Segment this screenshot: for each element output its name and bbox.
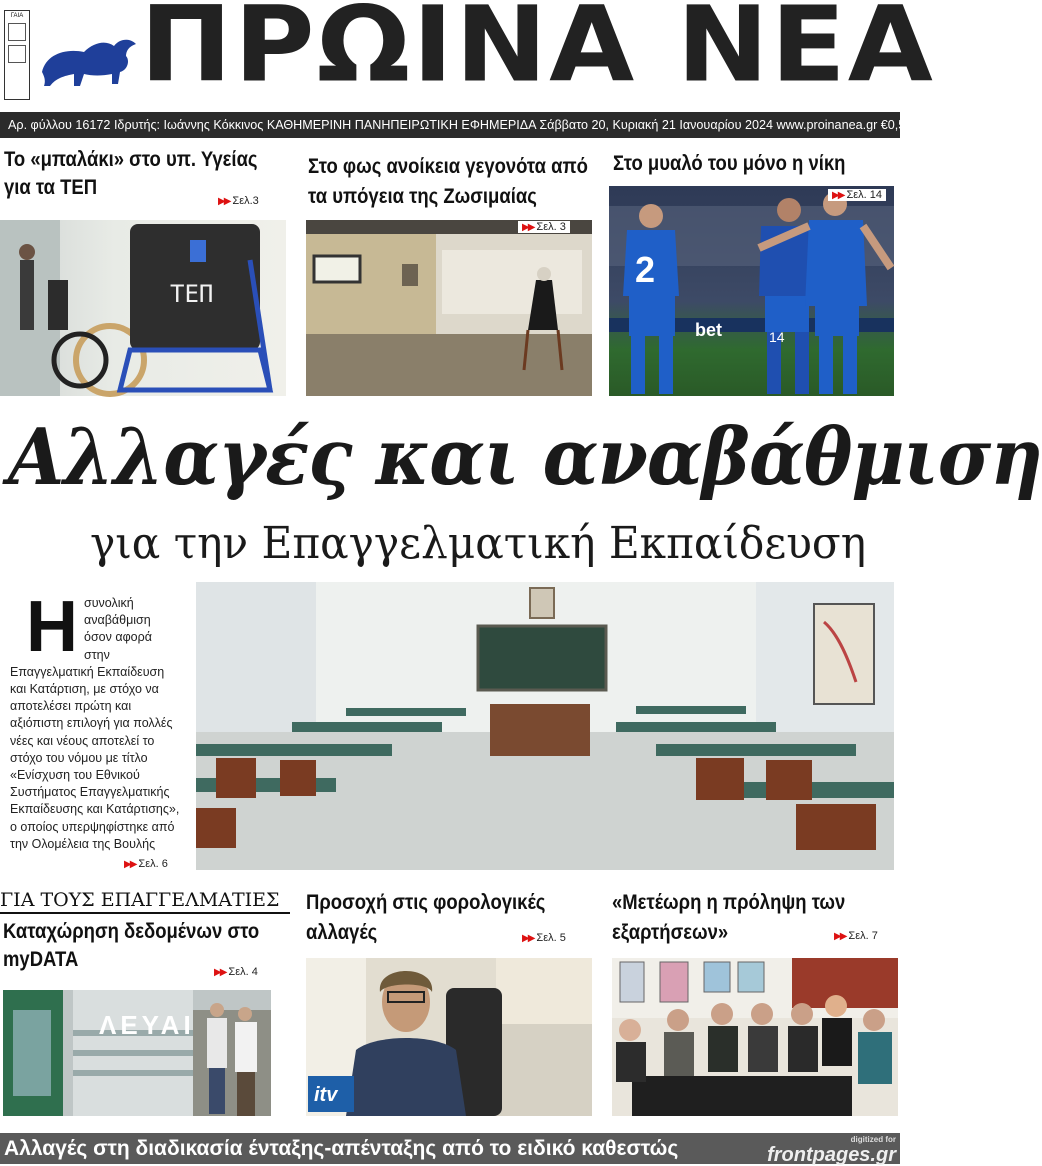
bottom-headline[interactable]: Αλλαγές στη διαδικασία ένταξης-απένταξης από το ειδικό καθεστώς: [4, 1137, 679, 1160]
masthead: [0, 0, 935, 110]
top-story-3[interactable]: [613, 150, 898, 178]
dropcap: Η: [26, 587, 78, 667]
photo-text: ΤΕΠ: [170, 280, 214, 308]
price: €0,50: [880, 118, 913, 132]
top-story-1[interactable]: [4, 146, 284, 202]
founder: Ιδρυτής: Ιωάννης Κόκκινος: [113, 118, 264, 132]
arrow-icon: ▶▶: [522, 933, 534, 944]
football-players-icon: [609, 186, 894, 396]
watermark-small: digitized for: [850, 1135, 896, 1144]
section-kicker: ΓΙΑ ΤΟΥΣ ΕΠΑΓΓΕΛΜΑΤΙΕΣ: [0, 888, 290, 914]
arrow-icon: ▶▶: [218, 196, 230, 207]
arrow-icon: ▶▶: [124, 859, 136, 870]
page-ref: [828, 189, 886, 201]
football-photo: [609, 186, 894, 396]
newspaper-title: ΠΡΩΙΝΑ ΝΕΑ: [140, 0, 935, 106]
page-ref: [214, 966, 258, 978]
page-ref-text: Σελ. 7: [848, 930, 878, 942]
classroom-scene-icon: [196, 582, 894, 870]
seal-label: ΓΑΙΑ: [10, 13, 24, 19]
office-entrance-icon: [3, 990, 271, 1116]
story-title[interactable]: Το «μπαλάκι» στο υπ. Υγείας για τα ΤΕΠ: [4, 148, 258, 199]
page-ref: [218, 195, 259, 207]
arrow-icon: ▶▶: [832, 190, 844, 201]
top-story-2[interactable]: [308, 152, 598, 212]
page-ref: [518, 221, 570, 233]
watermark-brand: frontpages.gr: [767, 1144, 896, 1166]
issue-date: Σάββατο 20, Κυριακή 21 Ιανουαρίου 2024: [539, 118, 773, 132]
issue-info-bar: [0, 112, 913, 138]
basement-scene-icon: [306, 220, 592, 396]
issue-number: Αρ. φύλλου 16172: [8, 118, 111, 132]
story-title[interactable]: Καταχώρηση δεδομένων στο myDATA: [3, 920, 260, 971]
lede-text: συνολική αναβάθμιση όσον αφορά στην Επαγγελματική Εκπαίδευση και Κατάρτιση, με στόχο να αποτελέσει πρώτη και αξιόπιστη επιλογή για πολλές νέες και νέους αποτελεί το στόχο του νόμου με τίτλο «Ενίσχυση του Εθνικού Συστήματος Επαγγελματικής Εκπαίδευσης και Κατάρτισης», ο οποίος υπερψηφίστηκε από την Ολομέλεια της Βουλής: [10, 596, 180, 851]
seal-square-icon: [8, 45, 26, 63]
page-ref: [522, 932, 566, 944]
page-ref-text: Σελ. 5: [536, 932, 566, 944]
main-subhead: για την Επαγγελματική Εκπαίδευση: [90, 518, 867, 569]
meeting-photo: [612, 958, 898, 1116]
basement-photo: [306, 220, 592, 396]
page-ref-text: Σελ. 14: [846, 189, 882, 201]
seal-square-icon: [8, 23, 26, 41]
story-title[interactable]: Προσοχή στις φορολογικές αλλαγές: [306, 891, 546, 944]
svg-text:14: 14: [769, 329, 785, 345]
office-entrance-photo: [3, 990, 271, 1116]
interview-scene-icon: [306, 958, 592, 1116]
svg-text:2: 2: [635, 249, 656, 290]
watermark: [767, 1135, 896, 1165]
hospital-photo: [0, 220, 286, 396]
page-ref-text: Σελ. 3: [536, 221, 566, 233]
hospital-scene-icon: [0, 220, 286, 396]
website-link[interactable]: www.proinanea.gr: [776, 118, 878, 132]
tagline: ΚΑΘΗΜΕΡΙΝΗ ΠΑΝΗΠΕΙΡΩΤΙΚΗ ΕΦΗΜΕΡΙΔΑ: [266, 118, 536, 132]
arrow-icon: ▶▶: [834, 931, 846, 942]
main-headline[interactable]: Αλλαγές και αναβάθμιση: [8, 412, 1042, 503]
photo-text: bet: [695, 320, 722, 340]
photo-text: itv: [314, 1084, 338, 1106]
page-ref-text: Σελ. 6: [138, 858, 168, 870]
bottom-headline-strip[interactable]: [0, 1133, 900, 1164]
arrow-icon: ▶▶: [522, 222, 534, 233]
seal-badge: [4, 10, 30, 100]
page-ref-text: Σελ.3: [232, 195, 259, 207]
story-title[interactable]: «Μετέωρη η πρόληψη των εξαρτήσεων»: [612, 891, 846, 944]
classroom-photo: [196, 582, 894, 870]
photo-text: ΛΕΥΑΙ: [99, 1010, 195, 1040]
bull-logo-icon: [36, 32, 140, 96]
main-lede: [10, 587, 180, 853]
interview-photo: [306, 958, 592, 1116]
page-ref-text: Σελ. 4: [228, 966, 258, 978]
arrow-icon: ▶▶: [214, 967, 226, 978]
page-ref: [834, 930, 878, 942]
meeting-scene-icon: [612, 958, 898, 1116]
page-ref: [124, 858, 168, 870]
story-title[interactable]: Στο φως ανοίκεια γεγονότα από τα υπόγεια της Ζωσιμαίας: [308, 155, 588, 208]
story-title[interactable]: Στο μυαλό του μόνο η νίκη: [613, 152, 846, 175]
